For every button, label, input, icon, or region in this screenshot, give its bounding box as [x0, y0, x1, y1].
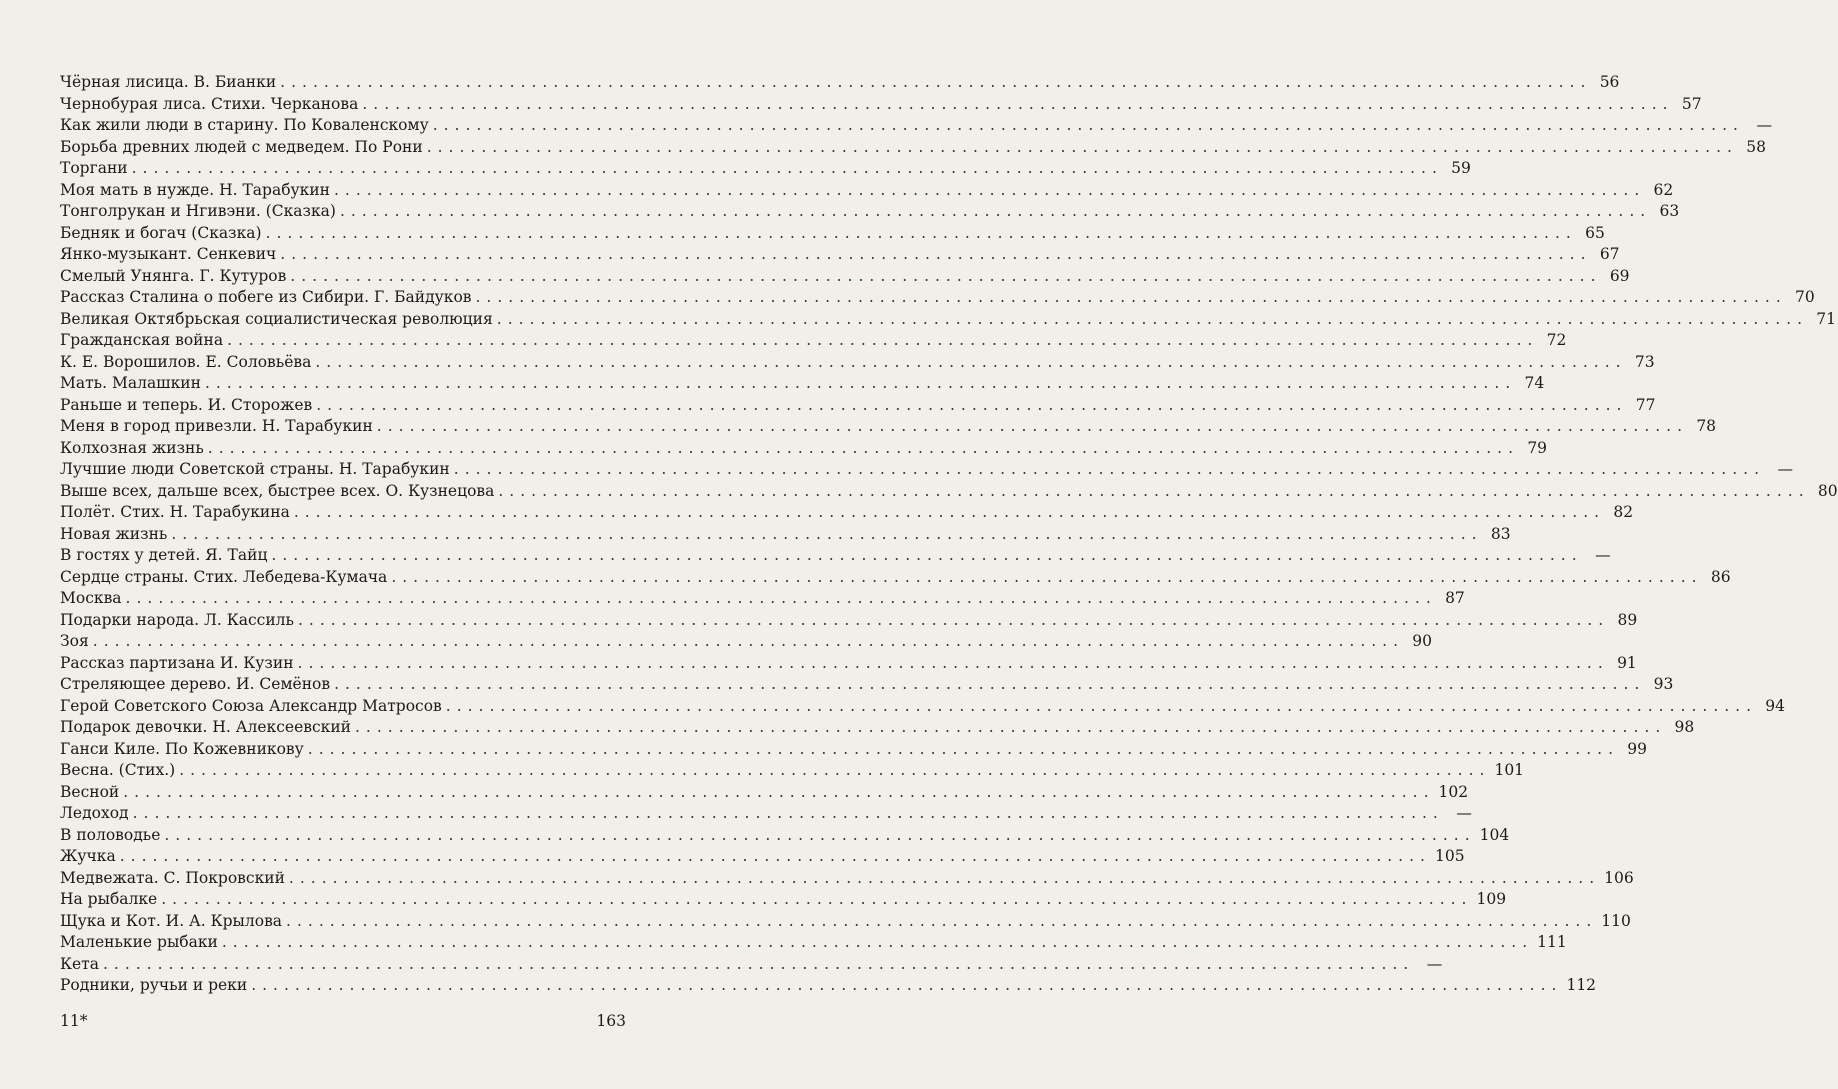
- toc-entry: [60, 674, 1674, 696]
- toc-entry-title: Великая Октябрьская социалистическая революция: [60, 309, 493, 328]
- dot-leader: ........................................................................................................................: [316, 395, 1628, 414]
- toc-entry-title: Как жили люди в старину. По Коваленскому: [60, 116, 429, 134]
- toc-entry-page: 82: [1613, 503, 1634, 521]
- toc-entry-title: Борьба древних людей с медведем. По Рони: [60, 137, 423, 156]
- dot-leader: ........................................................................................................................: [207, 438, 1520, 457]
- toc-entry-page: 91: [1617, 653, 1637, 672]
- dot-leader: ........................................................................................................................: [498, 481, 1810, 500]
- dot-leader: ........................................................................................................................: [221, 933, 1534, 951]
- toc-entry: [60, 309, 1837, 331]
- dot-leader: ........................................................................................................................: [334, 675, 1646, 693]
- toc-entry-title: Щука и Кот. И. А. Крылова: [60, 911, 283, 930]
- toc-entry: [60, 567, 1731, 589]
- toc-entry-title: Тонголрукан и Нгивэни. (Сказка): [60, 202, 336, 220]
- toc-entry: [60, 352, 1655, 374]
- toc-entry-title: Смелый Унянга. Г. Кутуров: [60, 266, 287, 285]
- dot-leader: ........................................................................................................................: [265, 223, 1577, 242]
- toc-entry-page: 65: [1585, 223, 1605, 242]
- toc-entry: [60, 137, 1766, 159]
- toc-entry-page: 62: [1653, 180, 1674, 199]
- toc-entry: [60, 975, 1597, 997]
- dot-leader: ........................................................................................................................: [297, 610, 1610, 629]
- toc-entry-title: Кета: [60, 954, 99, 973]
- toc-entry-page: —: [1426, 954, 1443, 973]
- table-of-contents: [60, 72, 1838, 997]
- toc-entry-title: Маленькие рыбаки: [60, 933, 218, 951]
- toc-entry-page: 70: [1795, 288, 1815, 306]
- toc-entry-page: 99: [1627, 739, 1648, 758]
- toc-entry: [60, 223, 1605, 245]
- toc-entry: [60, 545, 1611, 567]
- toc-entry-title: Колхозная жизнь: [60, 438, 204, 457]
- dot-leader: ........................................................................................................................: [119, 847, 1431, 865]
- toc-entry-page: 77: [1635, 395, 1656, 414]
- toc-entry-page: 87: [1445, 589, 1465, 607]
- toc-entry-page: 72: [1546, 331, 1567, 349]
- toc-entry: [60, 201, 1680, 223]
- dot-leader: ........................................................................................................................: [123, 782, 1435, 801]
- dot-leader: ........................................................................................................................: [179, 761, 1491, 779]
- dot-leader: ........................................................................................................................: [164, 825, 1476, 844]
- dot-leader: ........................................................................................................................: [339, 202, 1652, 220]
- toc-entry-title: Весной: [60, 782, 120, 801]
- toc-entry: [60, 459, 1794, 481]
- toc-entry-title: Гражданская война: [60, 331, 224, 349]
- toc-entry-page: 79: [1527, 438, 1548, 457]
- dot-leader: ........................................................................................................................: [125, 589, 1437, 607]
- toc-entry-page: —: [1456, 804, 1472, 822]
- toc-entry: [60, 889, 1507, 911]
- dot-leader: ........................................................................................................................: [297, 653, 1609, 672]
- toc-entry-page: 67: [1599, 245, 1620, 263]
- toc-entry-page: 57: [1681, 94, 1702, 113]
- toc-entry-title: Сердце страны. Стих. Лебедева-Кумача: [60, 567, 388, 586]
- dot-leader: ........................................................................................................................: [227, 331, 1539, 349]
- toc-entry: [60, 438, 1548, 460]
- toc-entry-page: 86: [1710, 567, 1731, 586]
- toc-entry-page: 104: [1479, 825, 1510, 844]
- dot-leader: ........................................................................................................................: [362, 94, 1674, 113]
- toc-entry-page: 93: [1653, 675, 1674, 693]
- toc-entry-title: Зоя: [60, 632, 89, 650]
- toc-entry-page: —: [1595, 546, 1611, 564]
- toc-entry-page: 90: [1412, 632, 1433, 650]
- toc-entry: [60, 524, 1511, 546]
- toc-entry-title: Герой Советского Союза Александр Матросов: [60, 696, 442, 715]
- toc-entry: [60, 416, 1717, 438]
- toc-entry-title: Янко-музыкант. Сенкевич: [60, 245, 277, 263]
- toc-entry: [60, 825, 1510, 847]
- toc-entry-title: Чёрная лисица. В. Бианки: [60, 73, 277, 91]
- dot-leader: ........................................................................................................................: [307, 739, 1620, 758]
- toc-entry-page: 98: [1674, 718, 1695, 736]
- toc-entry: [60, 72, 1620, 94]
- toc-entry-title: Медвежата. С. Покровский: [60, 868, 285, 887]
- dot-leader: ........................................................................................................................: [453, 460, 1766, 478]
- toc-entry-title: Чернобурая лиса. Стихи. Черканова: [60, 94, 359, 113]
- toc-entry: [60, 782, 1469, 804]
- toc-entry-title: Родники, ручьи и реки: [60, 976, 248, 994]
- toc-entry: [60, 717, 1695, 739]
- toc-entry-page: 58: [1746, 137, 1766, 156]
- toc-entry-title: Весна. (Стих.): [60, 761, 176, 779]
- dot-leader: ........................................................................................................................: [286, 911, 1598, 930]
- toc-entry-page: 105: [1434, 847, 1465, 865]
- dot-leader: ........................................................................................................................: [432, 116, 1744, 134]
- toc-entry-title: Новая жизнь: [60, 524, 168, 543]
- dot-leader: ........................................................................................................................: [132, 804, 1444, 822]
- toc-entry: [60, 330, 1567, 352]
- toc-entry-page: 106: [1604, 868, 1634, 887]
- toc-entry-page: 89: [1617, 610, 1638, 629]
- page-footer: [60, 1012, 626, 1030]
- toc-entry-title: Рассказ Сталина о побеге из Сибири. Г. Байдуков: [60, 288, 472, 306]
- toc-entry-page: 111: [1537, 933, 1567, 951]
- toc-entry-title: Моя мать в нужде. Н. Тарабукин: [60, 180, 330, 199]
- toc-entry-page: 94: [1765, 696, 1786, 715]
- dot-leader: ........................................................................................................................: [131, 159, 1443, 177]
- dot-leader: ........................................................................................................................: [92, 632, 1405, 650]
- page-number: 163: [596, 1012, 626, 1030]
- toc-entry-title: На рыбалке: [60, 890, 158, 908]
- dot-leader: ........................................................................................................................: [171, 524, 1483, 543]
- dot-leader: ........................................................................................................................: [475, 288, 1787, 306]
- dot-leader: ........................................................................................................................: [271, 546, 1583, 564]
- toc-entry-page: 83: [1490, 524, 1511, 543]
- toc-entry: [60, 954, 1443, 976]
- toc-entry-title: В половодье: [60, 825, 161, 844]
- dot-leader: ........................................................................................................................: [355, 718, 1667, 736]
- toc-entry: [60, 287, 1815, 309]
- toc-entry-page: 71: [1816, 309, 1837, 328]
- toc-entry: [60, 610, 1638, 632]
- toc-entry: [60, 266, 1630, 288]
- toc-entry-title: Выше всех, дальше всех, быстрее всех. О. Кузнецова: [60, 481, 495, 500]
- toc-entry: [60, 846, 1465, 868]
- dot-leader: ........................................................................................................................: [334, 180, 1646, 199]
- toc-entry-title: Мать. Малашкин: [60, 374, 201, 392]
- dot-leader: ........................................................................................................................: [280, 245, 1592, 263]
- toc-entry-page: 102: [1438, 782, 1469, 801]
- toc-entry: [60, 631, 1433, 653]
- toc-entry: [60, 760, 1525, 782]
- toc-entry: [60, 588, 1465, 610]
- toc-entry: [60, 180, 1674, 202]
- toc-entry-title: Полёт. Стих. Н. Тарабукина: [60, 503, 290, 521]
- dot-leader: ........................................................................................................................: [251, 976, 1563, 994]
- dot-leader: ........................................................................................................................: [288, 868, 1601, 887]
- dot-leader: ........................................................................................................................: [376, 417, 1689, 435]
- toc-entry-title: Ледоход: [60, 804, 129, 822]
- toc-entry: [60, 653, 1637, 675]
- toc-entry-page: 78: [1696, 417, 1717, 435]
- dot-leader: ........................................................................................................................: [280, 73, 1592, 91]
- toc-entry: [60, 395, 1656, 417]
- toc-entry-title: Ганси Киле. По Кожевникову: [60, 739, 304, 758]
- toc-entry: [60, 696, 1786, 718]
- toc-entry: [60, 94, 1702, 116]
- toc-entry-title: Торгани: [60, 159, 128, 177]
- toc-entry-title: Подарок девочки. Н. Алексеевский: [60, 718, 351, 736]
- toc-entry-page: 69: [1609, 266, 1630, 285]
- toc-entry: [60, 739, 1648, 761]
- printer-signature: 11*: [60, 1012, 88, 1030]
- dot-leader: ........................................................................................................................: [293, 503, 1606, 521]
- toc-entry: [60, 868, 1634, 890]
- dot-leader: ........................................................................................................................: [161, 890, 1473, 908]
- toc-entry-title: Бедняк и богач (Сказка): [60, 223, 262, 242]
- toc-entry: [60, 502, 1634, 524]
- dot-leader: ........................................................................................................................: [315, 352, 1627, 371]
- toc-entry-page: 109: [1476, 890, 1507, 908]
- toc-entry-title: Раньше и теперь. И. Сторожев: [60, 395, 313, 414]
- toc-entry-page: 63: [1659, 202, 1680, 220]
- toc-entry-title: Стреляющее дерево. И. Семёнов: [60, 675, 331, 693]
- toc-entry: [60, 373, 1545, 395]
- toc-entry-title: Москва: [60, 589, 122, 607]
- toc-entry: [60, 244, 1620, 266]
- dot-leader: ........................................................................................................................: [204, 374, 1517, 392]
- dot-leader: ........................................................................................................................: [445, 696, 1758, 715]
- toc-entry-page: —: [1777, 460, 1794, 478]
- toc-entry-page: 80: [1817, 481, 1838, 500]
- toc-entry-page: 56: [1599, 73, 1620, 91]
- toc-entry: [60, 803, 1472, 825]
- dot-leader: ........................................................................................................................: [426, 137, 1738, 156]
- toc-entry-title: Жучка: [60, 847, 116, 865]
- toc-list: [60, 72, 1838, 997]
- toc-entry: [60, 115, 1772, 137]
- toc-entry-title: В гостях у детей. Я. Тайц: [60, 546, 268, 564]
- toc-entry-title: Подарки народа. Л. Кассиль: [60, 610, 294, 629]
- toc-entry: [60, 481, 1838, 503]
- toc-entry: [60, 158, 1471, 180]
- toc-entry: [60, 932, 1567, 954]
- toc-entry-title: Рассказ партизана И. Кузин: [60, 653, 294, 672]
- dot-leader: ........................................................................................................................: [496, 309, 1809, 328]
- dot-leader: ........................................................................................................................: [391, 567, 1703, 586]
- toc-entry-page: 110: [1601, 911, 1631, 930]
- toc-entry-page: 73: [1634, 352, 1655, 371]
- dot-leader: ........................................................................................................................: [290, 266, 1602, 285]
- toc-entry-page: 112: [1566, 976, 1597, 994]
- toc-entry-page: —: [1756, 116, 1772, 134]
- toc-entry: [60, 911, 1631, 933]
- toc-entry-page: 101: [1494, 761, 1525, 779]
- toc-entry-title: Меня в город привезли. Н. Тарабукин: [60, 417, 373, 435]
- dot-leader: ........................................................................................................................: [103, 954, 1415, 973]
- toc-entry-page: 74: [1524, 374, 1545, 392]
- toc-entry-page: 59: [1451, 159, 1471, 177]
- toc-entry-title: К. Е. Ворошилов. Е. Соловьёва: [60, 352, 312, 371]
- toc-entry-title: Лучшие люди Советской страны. Н. Тарабукин: [60, 460, 450, 478]
